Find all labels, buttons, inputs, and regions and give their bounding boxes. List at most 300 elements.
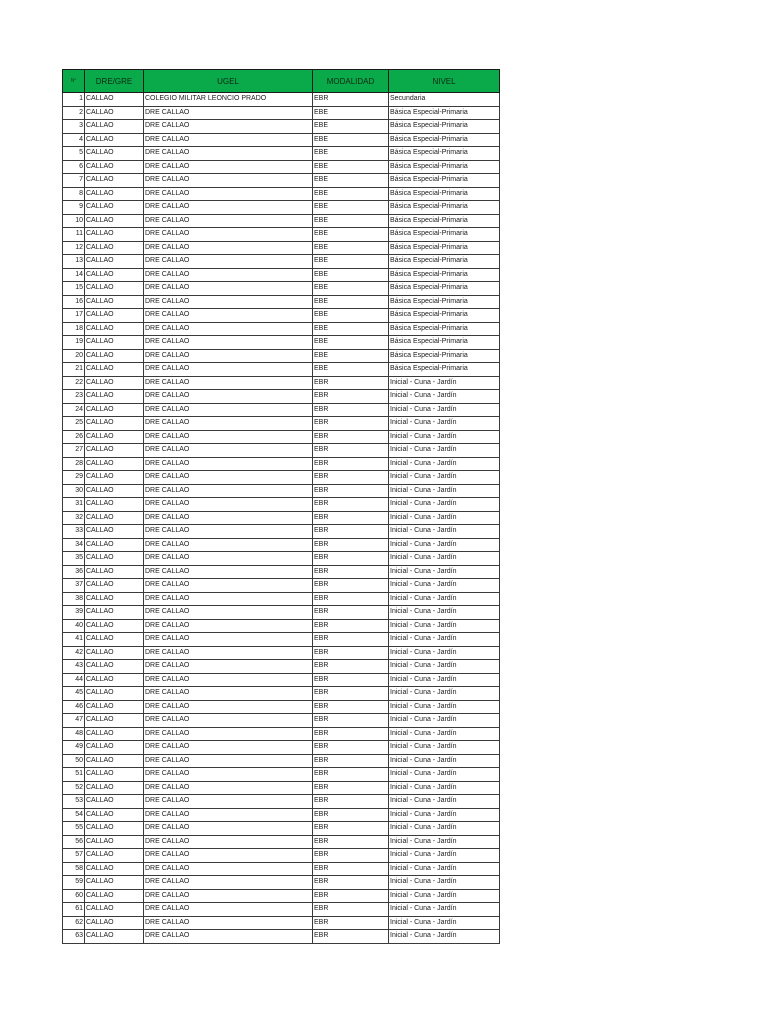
table-row — [63, 660, 500, 674]
cell-modalidad: EBR — [313, 687, 389, 701]
cell-modalidad: EBR — [313, 498, 389, 512]
cell-num: 16 — [63, 295, 85, 309]
cell-modalidad: EBE — [313, 174, 389, 188]
cell-num: 49 — [63, 741, 85, 755]
cell-dre-gre: CALLAO — [85, 619, 144, 633]
cell-modalidad: EBR — [313, 714, 389, 728]
cell-ugel: DRE CALLAO — [144, 754, 313, 768]
cell-modalidad: EBR — [313, 700, 389, 714]
cell-nivel: Básica Especial-Primaria — [389, 187, 500, 201]
cell-modalidad: EBR — [313, 741, 389, 755]
cell-modalidad: EBR — [313, 444, 389, 458]
table-row — [63, 187, 500, 201]
table-row — [63, 741, 500, 755]
cell-dre-gre: CALLAO — [85, 930, 144, 944]
cell-dre-gre: CALLAO — [85, 187, 144, 201]
cell-num: 18 — [63, 322, 85, 336]
cell-nivel: Inicial - Cuna - Jardín — [389, 565, 500, 579]
cell-modalidad: EBR — [313, 849, 389, 863]
cell-ugel: DRE CALLAO — [144, 511, 313, 525]
cell-dre-gre: CALLAO — [85, 525, 144, 539]
table-row — [63, 417, 500, 431]
cell-num: 13 — [63, 255, 85, 269]
cell-num: 47 — [63, 714, 85, 728]
cell-modalidad: EBE — [313, 160, 389, 174]
cell-nivel: Inicial - Cuna - Jardín — [389, 511, 500, 525]
cell-modalidad: EBR — [313, 619, 389, 633]
table-row — [63, 106, 500, 120]
cell-num: 38 — [63, 592, 85, 606]
cell-modalidad: EBE — [313, 322, 389, 336]
cell-modalidad: EBR — [313, 781, 389, 795]
cell-num: 39 — [63, 606, 85, 620]
cell-modalidad: EBE — [313, 201, 389, 215]
cell-num: 42 — [63, 646, 85, 660]
cell-dre-gre: CALLAO — [85, 592, 144, 606]
cell-ugel: DRE CALLAO — [144, 498, 313, 512]
cell-dre-gre: CALLAO — [85, 268, 144, 282]
cell-ugel: DRE CALLAO — [144, 214, 313, 228]
cell-dre-gre: CALLAO — [85, 471, 144, 485]
cell-num: 19 — [63, 336, 85, 350]
cell-num: 20 — [63, 349, 85, 363]
cell-num: 12 — [63, 241, 85, 255]
cell-modalidad: EBR — [313, 552, 389, 566]
table-row — [63, 268, 500, 282]
cell-dre-gre: CALLAO — [85, 687, 144, 701]
cell-dre-gre: CALLAO — [85, 862, 144, 876]
cell-num: 23 — [63, 390, 85, 404]
table-row — [63, 255, 500, 269]
cell-num: 30 — [63, 484, 85, 498]
cell-dre-gre: CALLAO — [85, 579, 144, 593]
cell-ugel: DRE CALLAO — [144, 579, 313, 593]
table-row — [63, 174, 500, 188]
cell-modalidad: EBR — [313, 660, 389, 674]
cell-ugel: DRE CALLAO — [144, 430, 313, 444]
cell-nivel: Inicial - Cuna - Jardín — [389, 525, 500, 539]
cell-dre-gre: CALLAO — [85, 538, 144, 552]
cell-modalidad: EBE — [313, 228, 389, 242]
cell-num: 26 — [63, 430, 85, 444]
cell-modalidad: EBE — [313, 268, 389, 282]
cell-nivel: Básica Especial-Primaria — [389, 295, 500, 309]
cell-num: 37 — [63, 579, 85, 593]
cell-dre-gre: CALLAO — [85, 295, 144, 309]
cell-modalidad: EBR — [313, 768, 389, 782]
cell-modalidad: EBR — [313, 903, 389, 917]
cell-ugel: DRE CALLAO — [144, 457, 313, 471]
cell-ugel: DRE CALLAO — [144, 660, 313, 674]
cell-nivel: Inicial - Cuna - Jardín — [389, 727, 500, 741]
cell-modalidad: EBR — [313, 565, 389, 579]
cell-ugel: DRE CALLAO — [144, 633, 313, 647]
cell-modalidad: EBR — [313, 471, 389, 485]
cell-num: 17 — [63, 309, 85, 323]
cell-nivel: Inicial - Cuna - Jardín — [389, 700, 500, 714]
cell-dre-gre: CALLAO — [85, 808, 144, 822]
cell-num: 5 — [63, 147, 85, 161]
cell-modalidad: EBE — [313, 120, 389, 134]
cell-nivel: Inicial - Cuna - Jardín — [389, 390, 500, 404]
cell-modalidad: EBE — [313, 214, 389, 228]
header-nivel: NIVEL — [389, 70, 500, 93]
cell-modalidad: EBR — [313, 579, 389, 593]
cell-ugel: DRE CALLAO — [144, 849, 313, 863]
cell-dre-gre: CALLAO — [85, 727, 144, 741]
cell-dre-gre: CALLAO — [85, 849, 144, 863]
table-row — [63, 619, 500, 633]
cell-ugel: DRE CALLAO — [144, 471, 313, 485]
cell-modalidad: EBR — [313, 754, 389, 768]
table-row — [63, 309, 500, 323]
cell-ugel: DRE CALLAO — [144, 349, 313, 363]
cell-dre-gre: CALLAO — [85, 322, 144, 336]
cell-nivel: Inicial - Cuna - Jardín — [389, 457, 500, 471]
cell-nivel: Básica Especial-Primaria — [389, 160, 500, 174]
cell-dre-gre: CALLAO — [85, 336, 144, 350]
cell-ugel: DRE CALLAO — [144, 160, 313, 174]
cell-ugel: DRE CALLAO — [144, 525, 313, 539]
cell-dre-gre: CALLAO — [85, 700, 144, 714]
cell-num: 9 — [63, 201, 85, 215]
cell-nivel: Inicial - Cuna - Jardín — [389, 538, 500, 552]
cell-dre-gre: CALLAO — [85, 376, 144, 390]
cell-modalidad: EBR — [313, 835, 389, 849]
cell-ugel: DRE CALLAO — [144, 417, 313, 431]
cell-ugel: DRE CALLAO — [144, 916, 313, 930]
cell-nivel: Inicial - Cuna - Jardín — [389, 673, 500, 687]
table-row — [63, 133, 500, 147]
header-dre-gre: DRE/GRE — [85, 70, 144, 93]
cell-nivel: Básica Especial-Primaria — [389, 255, 500, 269]
cell-ugel: DRE CALLAO — [144, 403, 313, 417]
table-row — [63, 633, 500, 647]
cell-nivel: Básica Especial-Primaria — [389, 201, 500, 215]
cell-modalidad: EBE — [313, 255, 389, 269]
table-row — [63, 727, 500, 741]
cell-dre-gre: CALLAO — [85, 444, 144, 458]
table-row — [63, 673, 500, 687]
cell-num: 4 — [63, 133, 85, 147]
cell-nivel: Inicial - Cuna - Jardín — [389, 633, 500, 647]
cell-nivel: Inicial - Cuna - Jardín — [389, 444, 500, 458]
cell-modalidad: EBR — [313, 511, 389, 525]
cell-ugel: COLEGIO MILITAR LEONCIO PRADO — [144, 93, 313, 107]
table-row — [63, 457, 500, 471]
table-row — [63, 214, 500, 228]
cell-ugel: DRE CALLAO — [144, 714, 313, 728]
cell-num: 60 — [63, 889, 85, 903]
cell-num: 35 — [63, 552, 85, 566]
table-row — [63, 160, 500, 174]
cell-ugel: DRE CALLAO — [144, 106, 313, 120]
cell-num: 57 — [63, 849, 85, 863]
table-row — [63, 120, 500, 134]
cell-num: 61 — [63, 903, 85, 917]
cell-modalidad: EBR — [313, 862, 389, 876]
cell-num: 7 — [63, 174, 85, 188]
cell-modalidad: EBR — [313, 606, 389, 620]
cell-ugel: DRE CALLAO — [144, 228, 313, 242]
cell-ugel: DRE CALLAO — [144, 876, 313, 890]
cell-num: 43 — [63, 660, 85, 674]
cell-modalidad: EBR — [313, 538, 389, 552]
cell-num: 55 — [63, 822, 85, 836]
cell-dre-gre: CALLAO — [85, 363, 144, 377]
cell-nivel: Básica Especial-Primaria — [389, 268, 500, 282]
table-row — [63, 835, 500, 849]
table-row — [63, 565, 500, 579]
cell-dre-gre: CALLAO — [85, 916, 144, 930]
cell-num: 59 — [63, 876, 85, 890]
table-row — [63, 592, 500, 606]
cell-ugel: DRE CALLAO — [144, 687, 313, 701]
cell-modalidad: EBE — [313, 363, 389, 377]
cell-dre-gre: CALLAO — [85, 147, 144, 161]
cell-dre-gre: CALLAO — [85, 174, 144, 188]
cell-ugel: DRE CALLAO — [144, 187, 313, 201]
cell-num: 50 — [63, 754, 85, 768]
cell-nivel: Básica Especial-Primaria — [389, 214, 500, 228]
cell-modalidad: EBE — [313, 336, 389, 350]
cell-num: 63 — [63, 930, 85, 944]
cell-ugel: DRE CALLAO — [144, 646, 313, 660]
cell-num: 21 — [63, 363, 85, 377]
table-row — [63, 606, 500, 620]
cell-dre-gre: CALLAO — [85, 390, 144, 404]
cell-ugel: DRE CALLAO — [144, 255, 313, 269]
cell-dre-gre: CALLAO — [85, 93, 144, 107]
cell-dre-gre: CALLAO — [85, 660, 144, 674]
cell-num: 10 — [63, 214, 85, 228]
cell-nivel: Inicial - Cuna - Jardín — [389, 876, 500, 890]
cell-dre-gre: CALLAO — [85, 714, 144, 728]
cell-num: 36 — [63, 565, 85, 579]
cell-nivel: Inicial - Cuna - Jardín — [389, 808, 500, 822]
table-row — [63, 93, 500, 107]
table-row — [63, 781, 500, 795]
cell-dre-gre: CALLAO — [85, 403, 144, 417]
cell-modalidad: EBR — [313, 646, 389, 660]
cell-nivel: Inicial - Cuna - Jardín — [389, 795, 500, 809]
table-row — [63, 795, 500, 809]
cell-modalidad: EBR — [313, 633, 389, 647]
cell-ugel: DRE CALLAO — [144, 592, 313, 606]
cell-nivel: Inicial - Cuna - Jardín — [389, 646, 500, 660]
cell-modalidad: EBR — [313, 822, 389, 836]
cell-modalidad: EBR — [313, 430, 389, 444]
table-row — [63, 430, 500, 444]
cell-nivel: Inicial - Cuna - Jardín — [389, 687, 500, 701]
cell-ugel: DRE CALLAO — [144, 727, 313, 741]
cell-nivel: Inicial - Cuna - Jardín — [389, 471, 500, 485]
cell-modalidad: EBR — [313, 727, 389, 741]
cell-ugel: DRE CALLAO — [144, 835, 313, 849]
cell-ugel: DRE CALLAO — [144, 444, 313, 458]
cell-num: 53 — [63, 795, 85, 809]
table-row — [63, 363, 500, 377]
cell-dre-gre: CALLAO — [85, 565, 144, 579]
cell-dre-gre: CALLAO — [85, 646, 144, 660]
cell-ugel: DRE CALLAO — [144, 619, 313, 633]
cell-ugel: DRE CALLAO — [144, 336, 313, 350]
cell-nivel: Básica Especial-Primaria — [389, 106, 500, 120]
cell-nivel: Inicial - Cuna - Jardín — [389, 619, 500, 633]
cell-dre-gre: CALLAO — [85, 606, 144, 620]
cell-modalidad: EBR — [313, 93, 389, 107]
table-row — [63, 471, 500, 485]
cell-dre-gre: CALLAO — [85, 457, 144, 471]
table-row — [63, 579, 500, 593]
cell-nivel: Inicial - Cuna - Jardín — [389, 849, 500, 863]
cell-modalidad: EBR — [313, 376, 389, 390]
cell-modalidad: EBE — [313, 106, 389, 120]
cell-dre-gre: CALLAO — [85, 160, 144, 174]
cell-modalidad: EBR — [313, 673, 389, 687]
cell-dre-gre: CALLAO — [85, 430, 144, 444]
cell-nivel: Básica Especial-Primaria — [389, 120, 500, 134]
cell-ugel: DRE CALLAO — [144, 133, 313, 147]
cell-num: 51 — [63, 768, 85, 782]
table-row — [63, 822, 500, 836]
cell-modalidad: EBR — [313, 876, 389, 890]
cell-num: 48 — [63, 727, 85, 741]
table-row — [63, 376, 500, 390]
cell-nivel: Inicial - Cuna - Jardín — [389, 592, 500, 606]
cell-ugel: DRE CALLAO — [144, 862, 313, 876]
cell-num: 22 — [63, 376, 85, 390]
cell-num: 62 — [63, 916, 85, 930]
table-row — [63, 390, 500, 404]
table-row — [63, 646, 500, 660]
cell-ugel: DRE CALLAO — [144, 673, 313, 687]
table-row — [63, 403, 500, 417]
cell-modalidad: EBE — [313, 295, 389, 309]
cell-ugel: DRE CALLAO — [144, 309, 313, 323]
table-row — [63, 552, 500, 566]
table-header — [63, 70, 500, 93]
cell-nivel: Básica Especial-Primaria — [389, 336, 500, 350]
cell-modalidad: EBR — [313, 525, 389, 539]
table-row — [63, 201, 500, 215]
cell-nivel: Inicial - Cuna - Jardín — [389, 714, 500, 728]
table-row — [63, 808, 500, 822]
cell-num: 1 — [63, 93, 85, 107]
cell-nivel: Inicial - Cuna - Jardín — [389, 835, 500, 849]
cell-num: 24 — [63, 403, 85, 417]
cell-ugel: DRE CALLAO — [144, 700, 313, 714]
cell-nivel: Básica Especial-Primaria — [389, 241, 500, 255]
cell-dre-gre: CALLAO — [85, 349, 144, 363]
cell-num: 15 — [63, 282, 85, 296]
cell-nivel: Secundaria — [389, 93, 500, 107]
cell-nivel: Inicial - Cuna - Jardín — [389, 606, 500, 620]
table-row — [63, 700, 500, 714]
cell-ugel: DRE CALLAO — [144, 282, 313, 296]
cell-dre-gre: CALLAO — [85, 484, 144, 498]
cell-num: 3 — [63, 120, 85, 134]
cell-num: 2 — [63, 106, 85, 120]
cell-ugel: DRE CALLAO — [144, 606, 313, 620]
cell-ugel: DRE CALLAO — [144, 241, 313, 255]
cell-num: 11 — [63, 228, 85, 242]
cell-dre-gre: CALLAO — [85, 889, 144, 903]
cell-nivel: Inicial - Cuna - Jardín — [389, 430, 500, 444]
cell-num: 29 — [63, 471, 85, 485]
cell-ugel: DRE CALLAO — [144, 120, 313, 134]
cell-dre-gre: CALLAO — [85, 903, 144, 917]
cell-ugel: DRE CALLAO — [144, 390, 313, 404]
table-row — [63, 930, 500, 944]
cell-dre-gre: CALLAO — [85, 133, 144, 147]
table-row — [63, 444, 500, 458]
cell-dre-gre: CALLAO — [85, 633, 144, 647]
cell-nivel: Básica Especial-Primaria — [389, 349, 500, 363]
cell-dre-gre: CALLAO — [85, 228, 144, 242]
cell-dre-gre: CALLAO — [85, 120, 144, 134]
cell-ugel: DRE CALLAO — [144, 768, 313, 782]
cell-ugel: DRE CALLAO — [144, 808, 313, 822]
cell-num: 27 — [63, 444, 85, 458]
cell-num: 52 — [63, 781, 85, 795]
cell-num: 31 — [63, 498, 85, 512]
cell-nivel: Inicial - Cuna - Jardín — [389, 417, 500, 431]
cell-dre-gre: CALLAO — [85, 741, 144, 755]
cell-ugel: DRE CALLAO — [144, 147, 313, 161]
cell-nivel: Básica Especial-Primaria — [389, 228, 500, 242]
cell-nivel: Inicial - Cuna - Jardín — [389, 930, 500, 944]
cell-nivel: Inicial - Cuna - Jardín — [389, 862, 500, 876]
cell-modalidad: EBR — [313, 795, 389, 809]
cell-modalidad: EBE — [313, 282, 389, 296]
cell-dre-gre: CALLAO — [85, 822, 144, 836]
cell-nivel: Inicial - Cuna - Jardín — [389, 916, 500, 930]
table-row — [63, 147, 500, 161]
cell-nivel: Básica Especial-Primaria — [389, 322, 500, 336]
cell-nivel: Inicial - Cuna - Jardín — [389, 498, 500, 512]
table-row — [63, 849, 500, 863]
table-row — [63, 484, 500, 498]
table-row — [63, 862, 500, 876]
cell-ugel: DRE CALLAO — [144, 201, 313, 215]
cell-num: 40 — [63, 619, 85, 633]
cell-nivel: Básica Especial-Primaria — [389, 133, 500, 147]
cell-num: 44 — [63, 673, 85, 687]
cell-num: 6 — [63, 160, 85, 174]
cell-nivel: Inicial - Cuna - Jardín — [389, 768, 500, 782]
table-row — [63, 903, 500, 917]
cell-dre-gre: CALLAO — [85, 282, 144, 296]
cell-nivel: Inicial - Cuna - Jardín — [389, 552, 500, 566]
cell-ugel: DRE CALLAO — [144, 889, 313, 903]
header-num: N° — [63, 70, 85, 93]
cell-num: 58 — [63, 862, 85, 876]
cell-dre-gre: CALLAO — [85, 241, 144, 255]
table-row — [63, 538, 500, 552]
cell-nivel: Inicial - Cuna - Jardín — [389, 376, 500, 390]
cell-nivel: Inicial - Cuna - Jardín — [389, 822, 500, 836]
table-row — [63, 525, 500, 539]
cell-dre-gre: CALLAO — [85, 106, 144, 120]
cell-modalidad: EBE — [313, 187, 389, 201]
cell-nivel: Básica Especial-Primaria — [389, 282, 500, 296]
table-row — [63, 295, 500, 309]
cell-ugel: DRE CALLAO — [144, 363, 313, 377]
cell-ugel: DRE CALLAO — [144, 538, 313, 552]
cell-dre-gre: CALLAO — [85, 417, 144, 431]
table-row — [63, 228, 500, 242]
